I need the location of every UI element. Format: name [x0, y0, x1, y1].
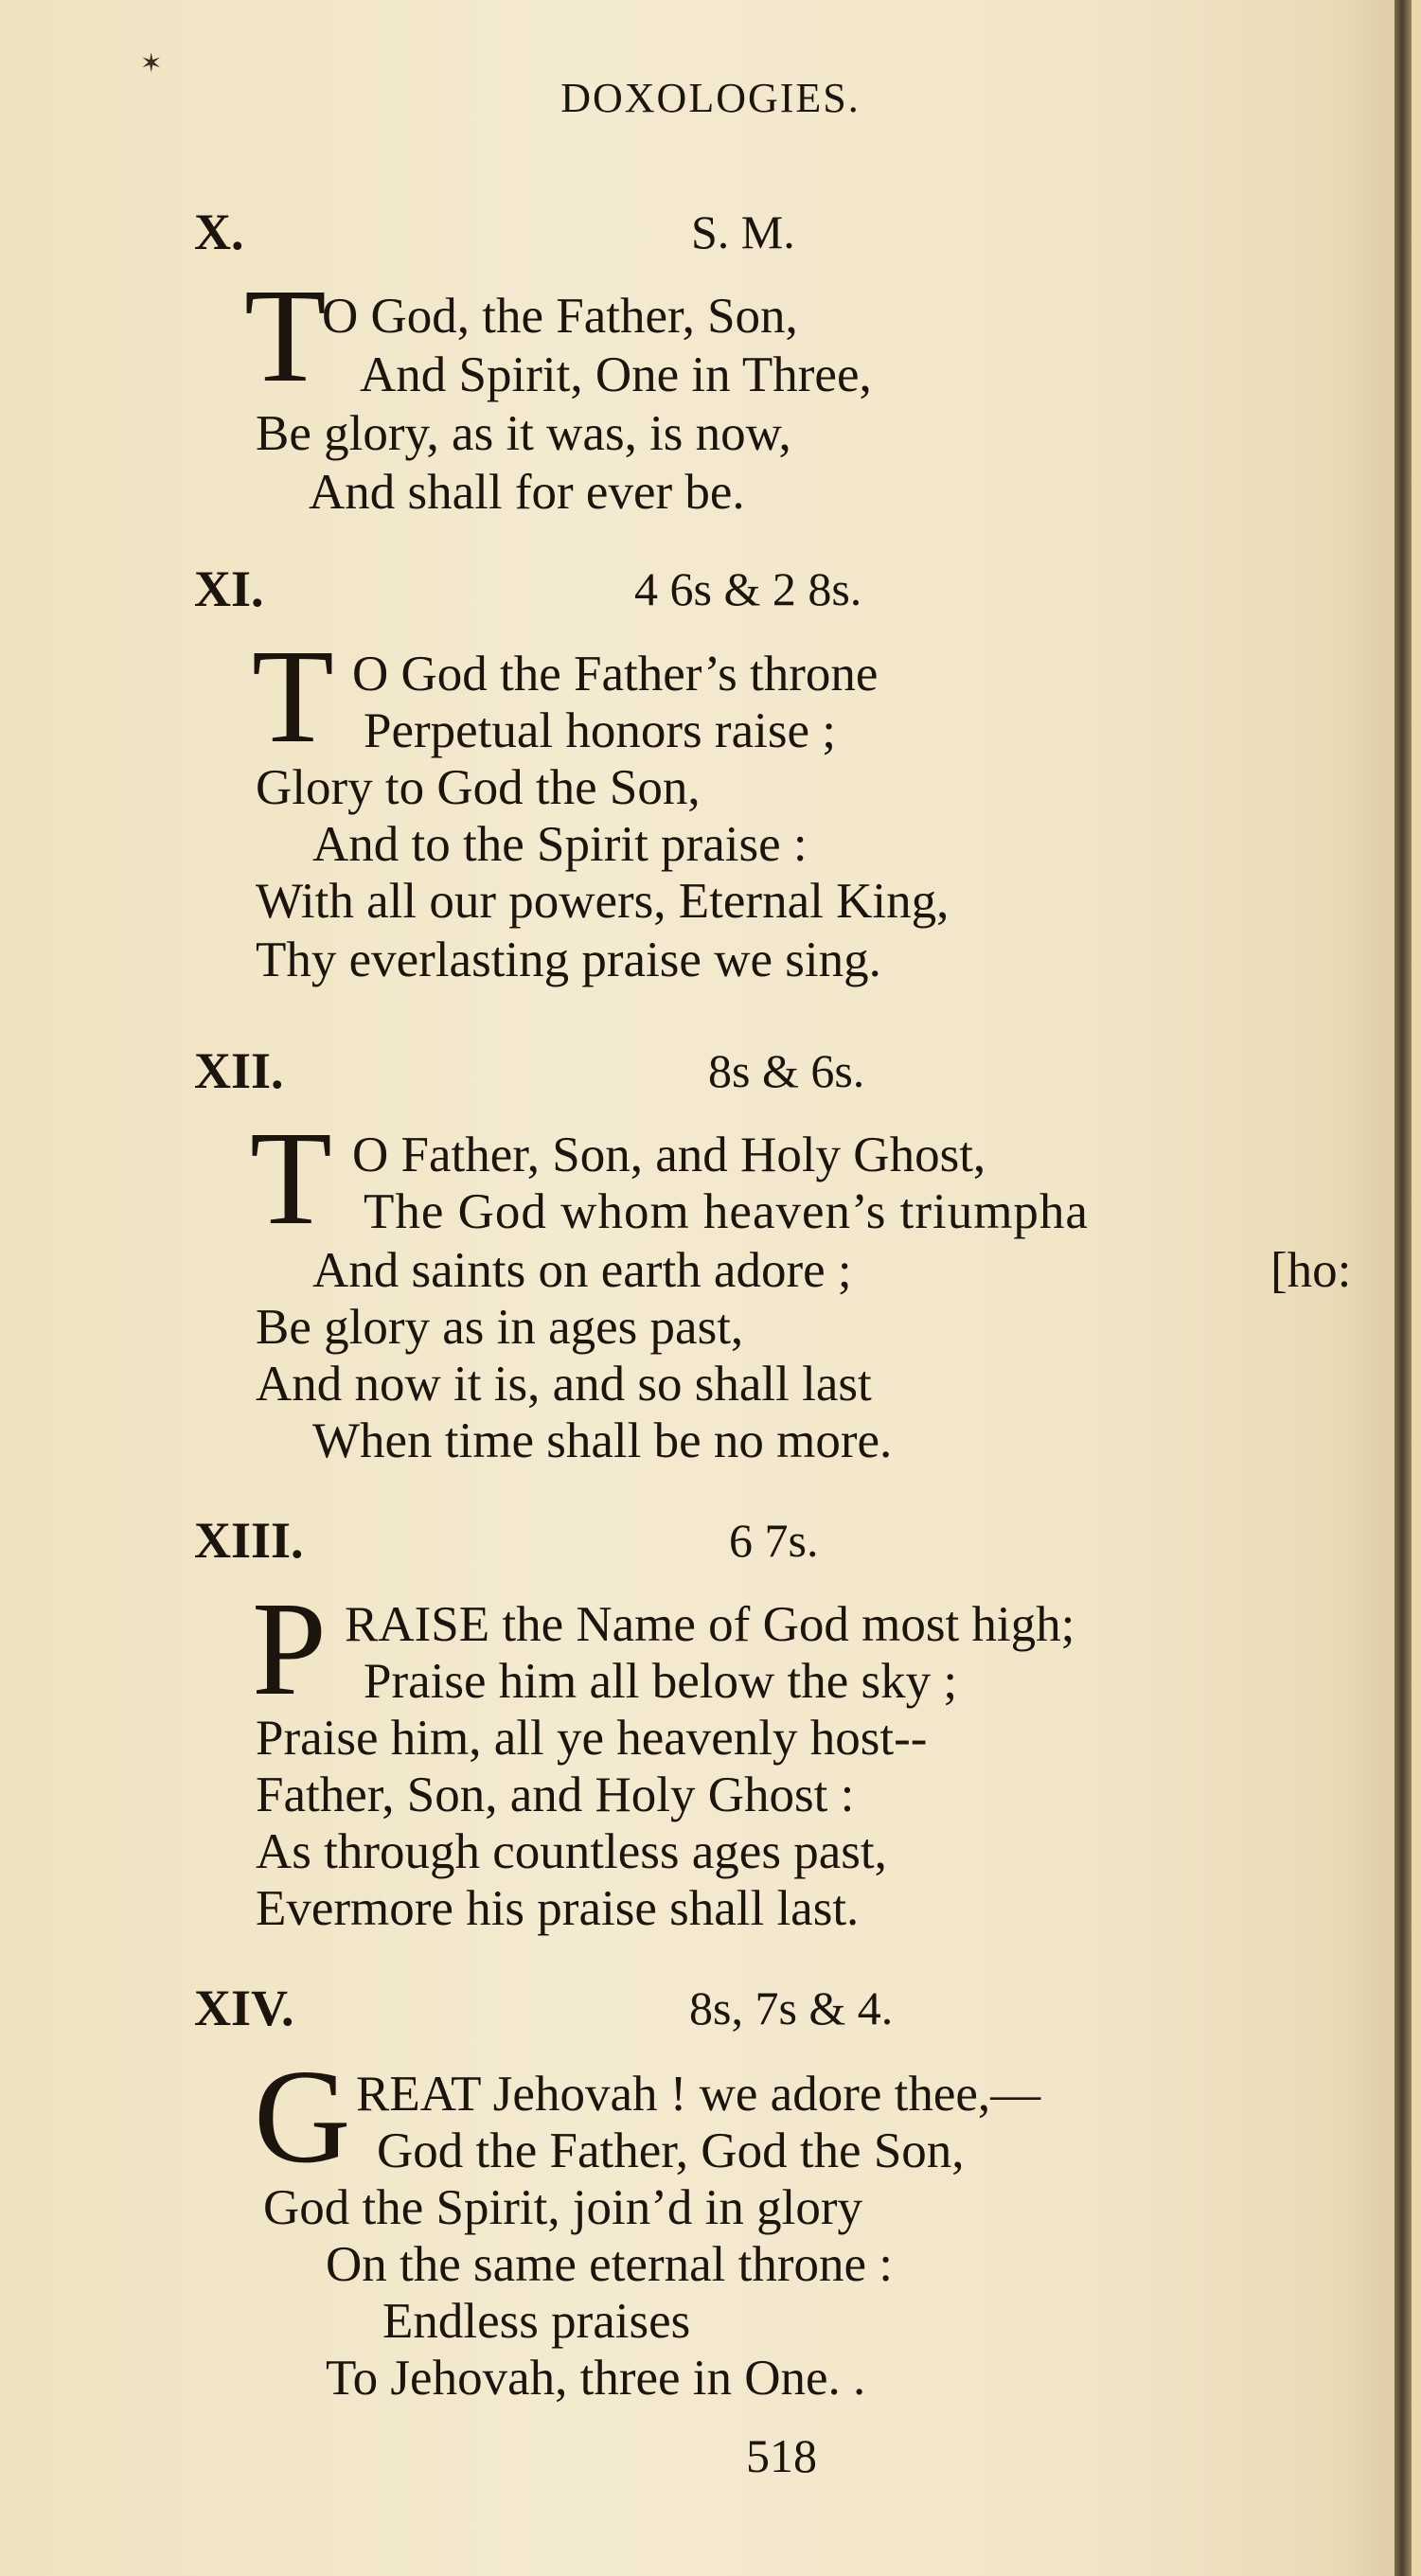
hymn-line: God the Father, God the Son, — [377, 2123, 965, 2178]
hymn-line: Father, Son, and Holy Ghost : — [256, 1768, 855, 1822]
hymn-number: XII. — [194, 1042, 284, 1099]
hymn-line: And now it is, and so shall last — [256, 1357, 872, 1412]
hymn-number: XIV. — [194, 1980, 294, 2036]
hymn-line: Be glory, as it was, is now, — [256, 406, 791, 461]
hymn-meter: S. M. — [691, 205, 795, 258]
hymn-line: And Spirit, One in Three, — [360, 347, 872, 402]
hymn-line: God the Spirit, join’d in glory — [263, 2180, 863, 2235]
drop-cap: G — [254, 2041, 351, 2191]
hymn-line: O Father, Son, and Holy Ghost, — [352, 1128, 986, 1182]
hymn-line: REAT Jehovah ! we adore thee,— — [356, 2067, 1041, 2122]
hymn-line: Evermore his praise shall last. — [256, 1881, 860, 1936]
hymn-line: And saints on earth adore ; — [312, 1243, 852, 1298]
hymn-line: [ho: — [1270, 1243, 1352, 1298]
page-number: 518 — [746, 2429, 817, 2482]
hymn-line: Endless praises — [382, 2294, 691, 2349]
hymn-line: Praise him, all ye heavenly host-- — [256, 1711, 928, 1766]
drop-cap: T — [250, 1103, 332, 1252]
hymn-line: The God whom heaven’s triumpha — [364, 1184, 1089, 1239]
hymn-number: X. — [194, 204, 244, 260]
hymn-line: Perpetual honors raise ; — [364, 703, 836, 758]
page-edge-margin — [1412, 0, 1421, 2576]
hymn-meter: 6 7s. — [729, 1514, 819, 1567]
running-head: DOXOLOGIES. — [560, 75, 861, 121]
hymn-number: XIII. — [194, 1512, 304, 1569]
hymn-line: O God the Father’s throne — [352, 647, 879, 702]
drop-cap: T — [244, 260, 327, 410]
hymn-line: RAISE the Name of God most high; — [345, 1597, 1075, 1652]
page-edge-shadow — [1394, 0, 1412, 2576]
hymn-line: Be glory as in ages past, — [256, 1300, 744, 1355]
hymn-line: Glory to God the Son, — [256, 760, 701, 815]
hymn-line: Praise him all below the sky ; — [364, 1654, 958, 1709]
hymn-meter: 8s & 6s. — [708, 1044, 865, 1097]
hymn-line: As through countless ages past, — [256, 1824, 887, 1879]
hymn-number: XI. — [194, 560, 264, 617]
hymn-line: When time shall be no more. — [312, 1413, 893, 1468]
hymn-line: O God, the Father, Son, — [322, 289, 798, 344]
hymn-line: Thy everlasting praise we sing. — [256, 933, 881, 987]
hymn-line: And to the Spirit praise : — [312, 817, 808, 872]
hymn-line: To Jehovah, three in One. . — [326, 2351, 866, 2406]
hymn-meter: 8s, 7s & 4. — [689, 1981, 894, 2034]
drop-cap: T — [252, 621, 334, 771]
drop-cap: P — [252, 1573, 327, 1723]
hymn-line: And shall for ever be. — [309, 465, 745, 520]
hymn-line: On the same eternal throne : — [326, 2237, 893, 2292]
hymn-line: With all our powers, Eternal King, — [256, 874, 950, 929]
hymn-meter: 4 6s & 2 8s. — [634, 562, 862, 615]
ink-mark: ✶ — [140, 49, 163, 79]
